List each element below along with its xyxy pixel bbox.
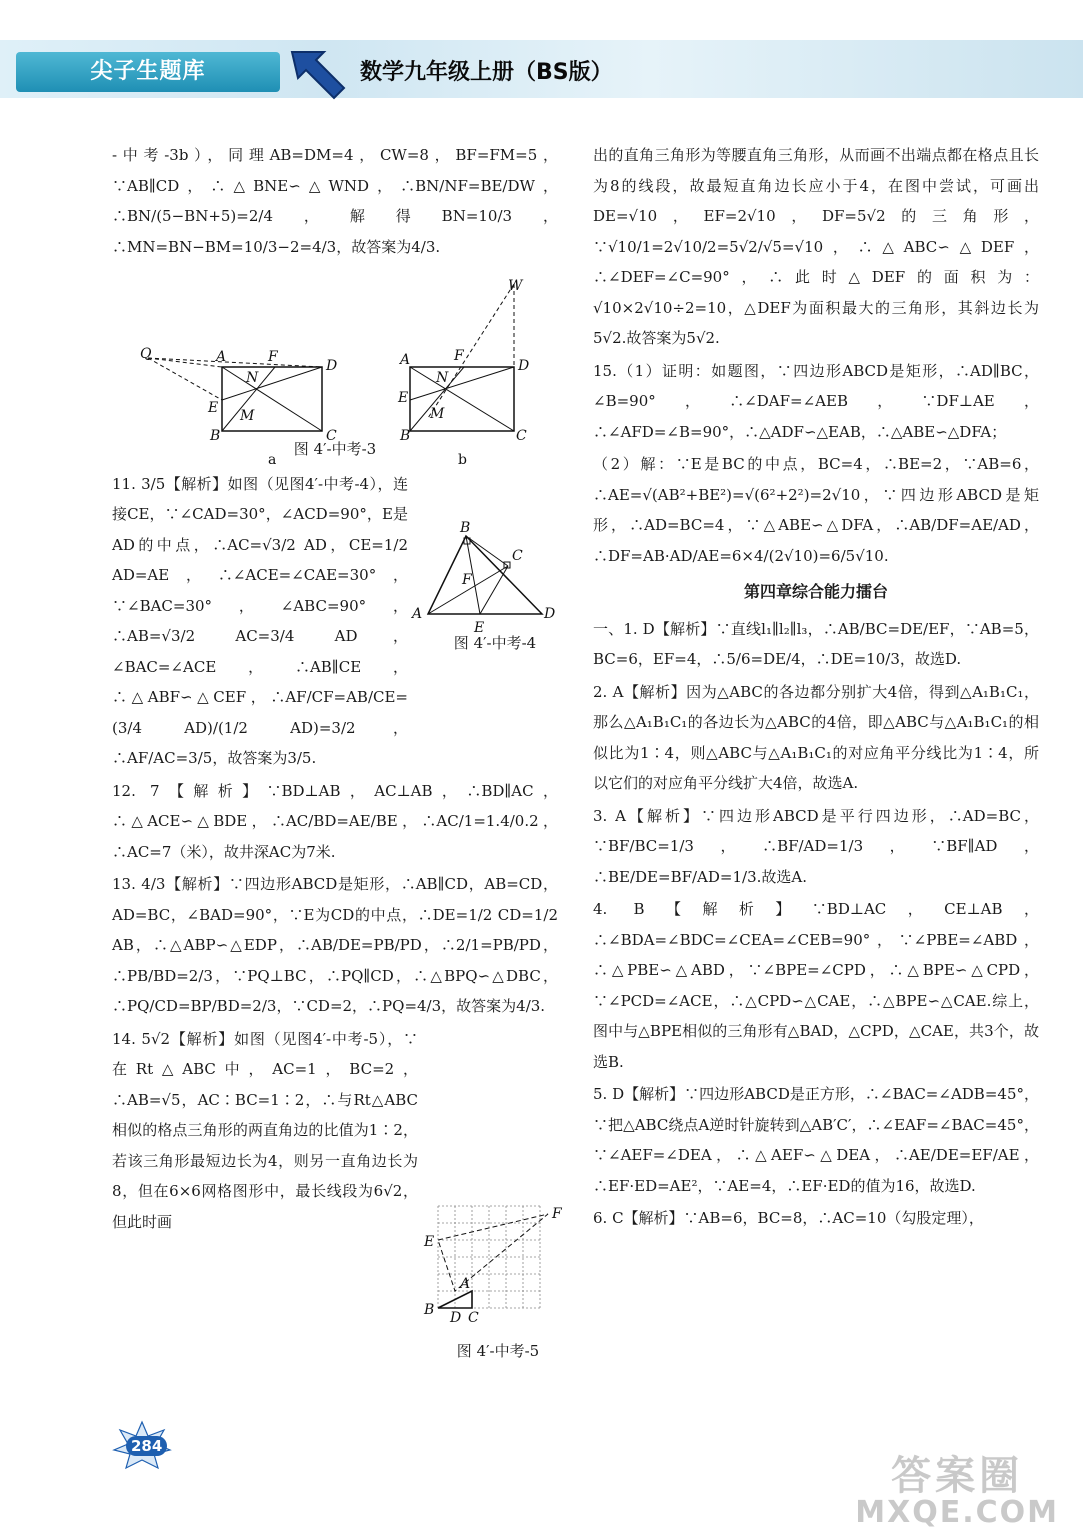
point-label: E <box>424 1234 435 1250</box>
point-label: B <box>210 428 221 444</box>
point-label: F <box>552 1206 562 1222</box>
solution-paragraph: 13. 4/3【解析】∵四边形ABCD是矩形，∴AB∥CD，AB=CD，AD=BC，∠BAD=90°，∵E为CD的中点，∴DE=1/2 CD=1/2 AB，∴△ABP∽△EDP，∴AB/DE=PB/PD，∴2/1=PB/PD，∴PB/BD=2/3，∵PQ⊥BC，∴PQ∥CD，∴△BPQ∽△DBC，∴PQ/CD=BP/BD=2/3，∵CD=2，∴PQ=4/3，故答案为4/3. <box>112 875 558 1015</box>
point-label: N <box>246 370 259 386</box>
solution-paragraph: 3. A【解析】∵四边形ABCD是平行四边形，∴AD=BC，∵BF/BC=1/3，∴BF/AD=1/3，∵BF∥AD，∴BE/DE=BF/AD=1/3.故选A. <box>593 806 1039 886</box>
subfigure-label: b <box>458 452 467 468</box>
point-label: B <box>400 428 411 444</box>
point-label: A <box>412 606 423 622</box>
point-label: D <box>326 358 338 374</box>
brand-label: 尖子生题库 <box>16 52 280 92</box>
point-label: E <box>398 390 409 406</box>
point-label: F <box>462 572 472 588</box>
solution-paragraph: 一、1. D【解析】∵直线l₁∥l₂∥l₃，∴AB/BC=DE/EF，∵AB=5，BC=6，EF=4，∴5/6=DE/4，∴DE=10/3，故选D. <box>593 619 1039 668</box>
back-arrow-icon <box>286 44 350 100</box>
point-label: D <box>450 1310 462 1326</box>
point-label: C <box>516 428 527 444</box>
point-label: C <box>468 1310 479 1326</box>
point-label: D <box>544 606 556 622</box>
solution-paragraph: 4. B【解析】∵BD⊥AC，CE⊥AB，∴∠BDA=∠BDC=∠CEA=∠CEB=90°，∵∠PBE=∠ABD，∴△PBE∽△ABD，∵∠BPE=∠CPD，∴△BPE∽△CPD，∵∠PCD=∠ACE，∴△CPD∽△CAE，∴△BPE∽△CAE.综上，图中与△BPE相似的三角形有△BAD，△CPD，△CAE，共3个，故选B. <box>593 900 1039 1071</box>
solution-paragraph: 出的直角三角形为等腰直角三角形，从而画不出端点都在格点且长为8的线段，故最短直角边长应小于4，在图中尝试，可画出DE=√10，EF=2√10，DF=5√2的三角形，∵√10/1=2√10/2=5√2/√5=√10，∴△ABC∽△DEF，∴∠DEF=∠C=90°，∴此时△DEF的面积为：√10×2√10÷2=10，△DEF为面积最大的三角形，其斜边长为5√2.故答案为5√2. <box>593 146 1039 347</box>
point-label: M <box>430 406 445 422</box>
point-label: A <box>400 352 411 368</box>
figure-3a <box>138 340 348 470</box>
point-label: W <box>508 278 523 294</box>
figure-4 <box>408 520 558 636</box>
point-label: B <box>460 520 471 536</box>
point-label: E <box>208 400 219 416</box>
point-label: M <box>240 408 255 424</box>
solution-paragraph: 15.（1）证明：如题图，∵四边形ABCD是矩形，∴AD∥BC，∠B=90°，∴∠DAF=∠AEB，∵DF⊥AE，∴∠AFD=∠B=90°，∴△ADF∽△EAB，∴△ABE∽△DFA； <box>593 361 1039 441</box>
point-label: E <box>474 620 485 636</box>
point-label: C <box>512 548 523 564</box>
watermark-url: MXQE.COM <box>855 1495 1059 1530</box>
right-column <box>593 140 1039 1236</box>
solution-paragraph: 11. 3/5【解析】如图（见图4′-中考-4），连接CE，∵∠CAD=30°，∠ACD=90°，E是AD的中点，∴AC=√3/2 AD，CE=1/2 AD=AE，∴∠ACE=∠CAE=30°，∵∠BAC=30°，∠ABC=90°，∴AB=√3/2 AC=3/4 AD，∠BAC=∠ACE，∴AB∥CE，∴△ABF∽△CEF，∴AF/CF=AB/CE=(3/4 AD)/(1/2 AD)=3/2，∴AF/AC=3/5，故答案为3/5. <box>112 474 408 767</box>
solution-paragraph: -中考-3b），同理AB=DM=4，CW=8，BF=FM=5，∵AB∥CD，∴△BNE∽△WND，∴BN/NF=BE/DW，∴BN/(5−BN+5)=2/4，解得BN=10/3，∴MN=BN−BM=10/3−2=4/3，故答案为4/3. <box>112 146 558 256</box>
point-label: D <box>518 358 530 374</box>
watermark-text: 答案圈 <box>891 1453 1024 1499</box>
point-label: N <box>436 370 449 386</box>
point-label: Q <box>140 346 152 362</box>
watermark <box>855 1454 1059 1528</box>
point-label: A <box>216 349 227 365</box>
figure-3b <box>392 278 542 470</box>
point-label: F <box>268 349 278 365</box>
solution-paragraph: （2）解：∵E是BC的中点，BC=4，∴BE=2，∵AB=6，∴AE=√(AB²+BE²)=√(6²+2²)=2√10，∵四边形ABCD是矩形，∴AD=BC=4，∵△ABE∽△DFA，∴AB/DF=AE/AD，∴DF=AB·AD/AE=6×4/(2√10)=6/5√10. <box>593 455 1039 565</box>
figure-caption: 图 4′-中考-4 <box>453 634 537 652</box>
book-title: 数学九年级上册（BS版） <box>360 60 613 85</box>
solution-paragraph: 14. 5√2【解析】如图（见图4′-中考-5），∵在Rt△ABC中，AC=1，BC=2，∴AB=√5，AC∶BC=1∶2，∴与Rt△ABC相似的格点三角形的两直角边的比值为1∶2，若该三角形最短边长为4，则另一直角边长为8，但在6×6网格图形中，最长线段为6√2，但此时画 <box>112 1029 418 1231</box>
solution-paragraph: 2. A【解析】因为△ABC的各边都分别扩大4倍，得到△A₁B₁C₁，那么△A₁B₁C₁的各边长为△ABC的4倍，即△ABC与△A₁B₁C₁的相似比为1∶4，则△ABC与△A₁B₁C₁的对应角平分线比为1∶4，所以它们的对应角平分线扩大4倍，故选A. <box>593 682 1039 792</box>
section-title: 第四章综合能力擂台 <box>743 582 888 601</box>
figure-caption: 图 4′-中考-5 <box>456 1342 540 1360</box>
point-label: C <box>326 428 337 444</box>
figure-5 <box>420 1196 570 1326</box>
solution-paragraph: 12. 7【解析】∵BD⊥AB，AC⊥AB，∴BD∥AC，∴△ACE∽△BDE，∴AC/BD=AE/BE，∴AC/1=1.4/0.2，∴AC=7（米），故井深AC为7米. <box>112 781 558 861</box>
point-label: A <box>460 1276 471 1292</box>
point-label: B <box>424 1302 435 1318</box>
page-number: 284 <box>126 1436 167 1456</box>
solution-paragraph: 5. D【解析】∵四边形ABCD是正方形，∴∠BAC=∠ADB=45°，∵把△ABC绕点A逆时针旋转到△AB′C′，∴∠EAF=∠BAC=45°，∵∠AEF=∠DEA，∴△AEF∽△DEA，∴AE/DE=EF/AE，∴EF·ED=AE²，∵AE=4，∴EF·ED的值为16，故选D. <box>593 1085 1039 1195</box>
solution-paragraph: 6. C【解析】∵AB=6，BC=8，∴AC=10（勾股定理）， <box>593 1209 984 1227</box>
subfigure-label: a <box>268 452 277 468</box>
figure-caption: 图 4′-中考-3 <box>293 440 377 458</box>
point-label: F <box>454 348 464 364</box>
